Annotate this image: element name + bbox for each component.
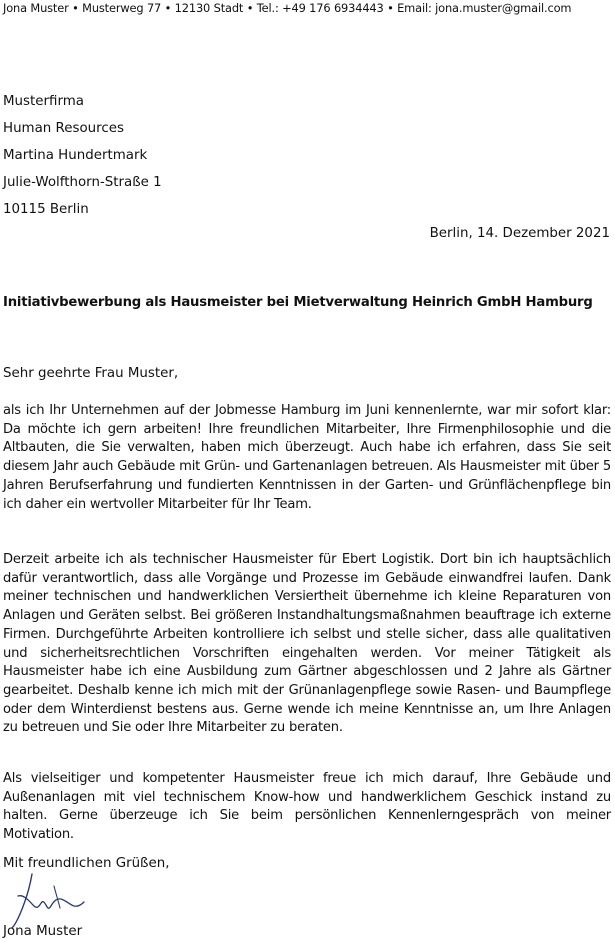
sender-contact-line: Jona Muster • Musterweg 77 • 12130 Stadt • Tel.: +49 176 6934443 • Email: jona.muster@gmail.com: [3, 1, 572, 15]
recipient-address: [3, 88, 162, 223]
recipient-company: Musterfirma: [3, 94, 84, 109]
recipient-name: Martina Hundertmark: [3, 148, 148, 163]
letter-date: Berlin, 14. Dezember 2021: [429, 226, 610, 241]
recipient-city: 10115 Berlin: [3, 202, 89, 217]
salutation: Sehr geehrte Frau Muster,: [3, 366, 179, 381]
recipient-street: Julie-Wolfthorn-Straße 1: [3, 175, 162, 190]
signer-name: Jona Muster: [3, 924, 83, 939]
letter-subject: Initiativbewerbung als Hausmeister bei Mietverwaltung Heinrich GmbH Hamburg: [3, 295, 593, 310]
body-paragraph: als ich Ihr Unternehmen auf der Jobmesse Hamburg im Juni kennenlernte, war mir sofort klar: Da möchte ich gern arbeiten! Ihre freundlichen Mitarbeiter, Ihre Firmenphilosophie und die Altbauten, die Sie verwalten, haben mich überzeugt. Auch habe ich erfahren, dass Sie seit diesem Jahr auch Gebäude mit Grün- und Gartenanlagen betreuen. Als Hausmeister mit über 5 Jahren Berufserfahrung und fundierten Kenntnissen in der Garten- und Grünflächenpflege bin ich daher ein wertvoller Mitarbeiter für Ihr Team.: [3, 403, 611, 512]
body-paragraph: Derzeit arbeite ich als technischer Hausmeister für Ebert Logistik. Dort bin ich hauptsächlich dafür verantwortlich, dass alle Vorgänge und Prozesse im Gebäude einwandfrei laufen. Dank meiner technischen und handwerklichen Versiertheit übernehme ich kleine Reparaturen von Anlagen und Geräten selbst. Bei größeren Instandhaltungsmaßnahmen beauftrage ich externe Firmen. Durchgeführte Arbeiten kontrolliere ich selbst und stelle sicher, dass alle qualitativen und sicherheitsrechtlichen Vorschriften eingehalten werden. Vor meiner Tätigkeit als Hausmeister habe ich eine Ausbildung zum Gärtner abgeschlossen und 2 Jahre als Gärtner gearbeitet. Deshalb kenne ich mich mit der Grünanlagenpflege sowie Rasen- und Baumpflege oder dem Winterdienst bestens aus. Gerne wende ich meine Kenntnisse an, um Ihre Anlagen zu betreuen und Sie oder Ihre Mitarbeiter zu beraten.: [3, 552, 611, 736]
closing-phrase: Mit freundlichen Grüßen,: [3, 856, 170, 871]
recipient-department: Human Resources: [3, 121, 124, 136]
body-paragraph: Als vielseitiger und kompetenter Hausmeister freue ich mich darauf, Ihre Gebäude und Außenanlagen mit viel technischem Know-how und handwerklichem Geschick instand zu halten. Gerne überzeuge ich Sie beim persönlichen Kennenlerngespräch von meiner Motivation.: [3, 771, 611, 843]
